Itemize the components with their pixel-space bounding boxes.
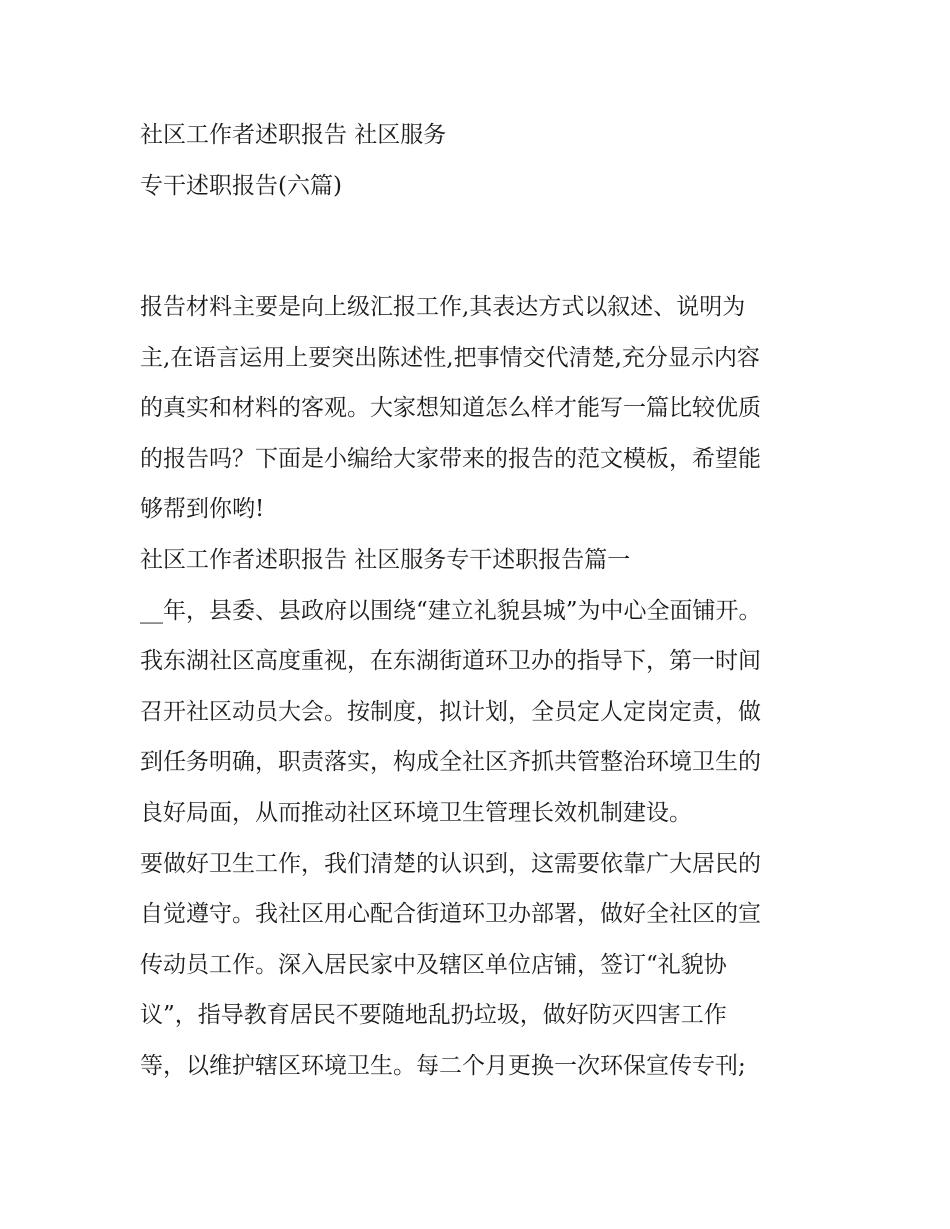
paragraph-1 <box>140 586 830 839</box>
paragraph-line: 良好局面，从而推动社区环境卫生管理长效机制建设。 <box>140 799 692 826</box>
paragraph-line: 到任务明确，职责落实，构成全社区齐抓共管整治环境卫生的 <box>140 749 761 776</box>
intro-line: 的报告吗？下面是小编给大家带来的报告的范文模板，希望能 <box>140 445 761 472</box>
document-title <box>140 110 830 211</box>
paragraph-line: 等，以维护辖区环境卫生。每二个月更换一次环保宣传专刊; <box>140 1052 746 1079</box>
paragraph-line: 要做好卫生工作，我们清楚的认识到，这需要依靠广大居民的 <box>140 850 761 877</box>
intro-line: 主,在语言运用上要突出陈述性,把事情交代清楚,充分显示内容 <box>140 344 760 371</box>
document-body <box>140 282 830 1092</box>
paragraph-line: 我东湖社区高度重视，在东湖街道环卫办的指导下，第一时间 <box>140 648 761 675</box>
paragraph-line: 议”，指导教育居民不要随地乱扔垃圾，做好防灭四害工作 <box>140 1002 727 1029</box>
paragraph-2 <box>140 839 830 1092</box>
paragraph-line: 自觉遵守。我社区用心配合街道环卫办部署，做好全社区的宣 <box>140 901 761 928</box>
section-heading: 社区工作者述职报告 社区服务专干述职报告篇一 <box>140 546 631 573</box>
title-line-1: 社区工作者述职报告 社区服务 <box>140 122 447 148</box>
paragraph-line: 召开社区动员大会。按制度，拟计划，全员定人定岗定责，做 <box>140 698 761 725</box>
intro-line: 的真实和材料的客观。大家想知道怎么样才能写一篇比较优质 <box>140 395 761 422</box>
intro-line: 够帮到你哟! <box>140 496 265 523</box>
paragraph-line: 传动员工作。深入居民家中及辖区单位店铺，签订“礼貌协 <box>140 951 727 978</box>
title-line-2: 专干述职报告(六篇) <box>140 172 342 199</box>
paragraph-line: __年，县委、县政府以围绕“建立礼貌县城”为中心全面铺开。 <box>140 597 762 624</box>
intro-line: 报告材料主要是向上级汇报工作,其表达方式以叙述、说明为 <box>140 294 746 320</box>
intro-paragraph <box>140 282 830 535</box>
